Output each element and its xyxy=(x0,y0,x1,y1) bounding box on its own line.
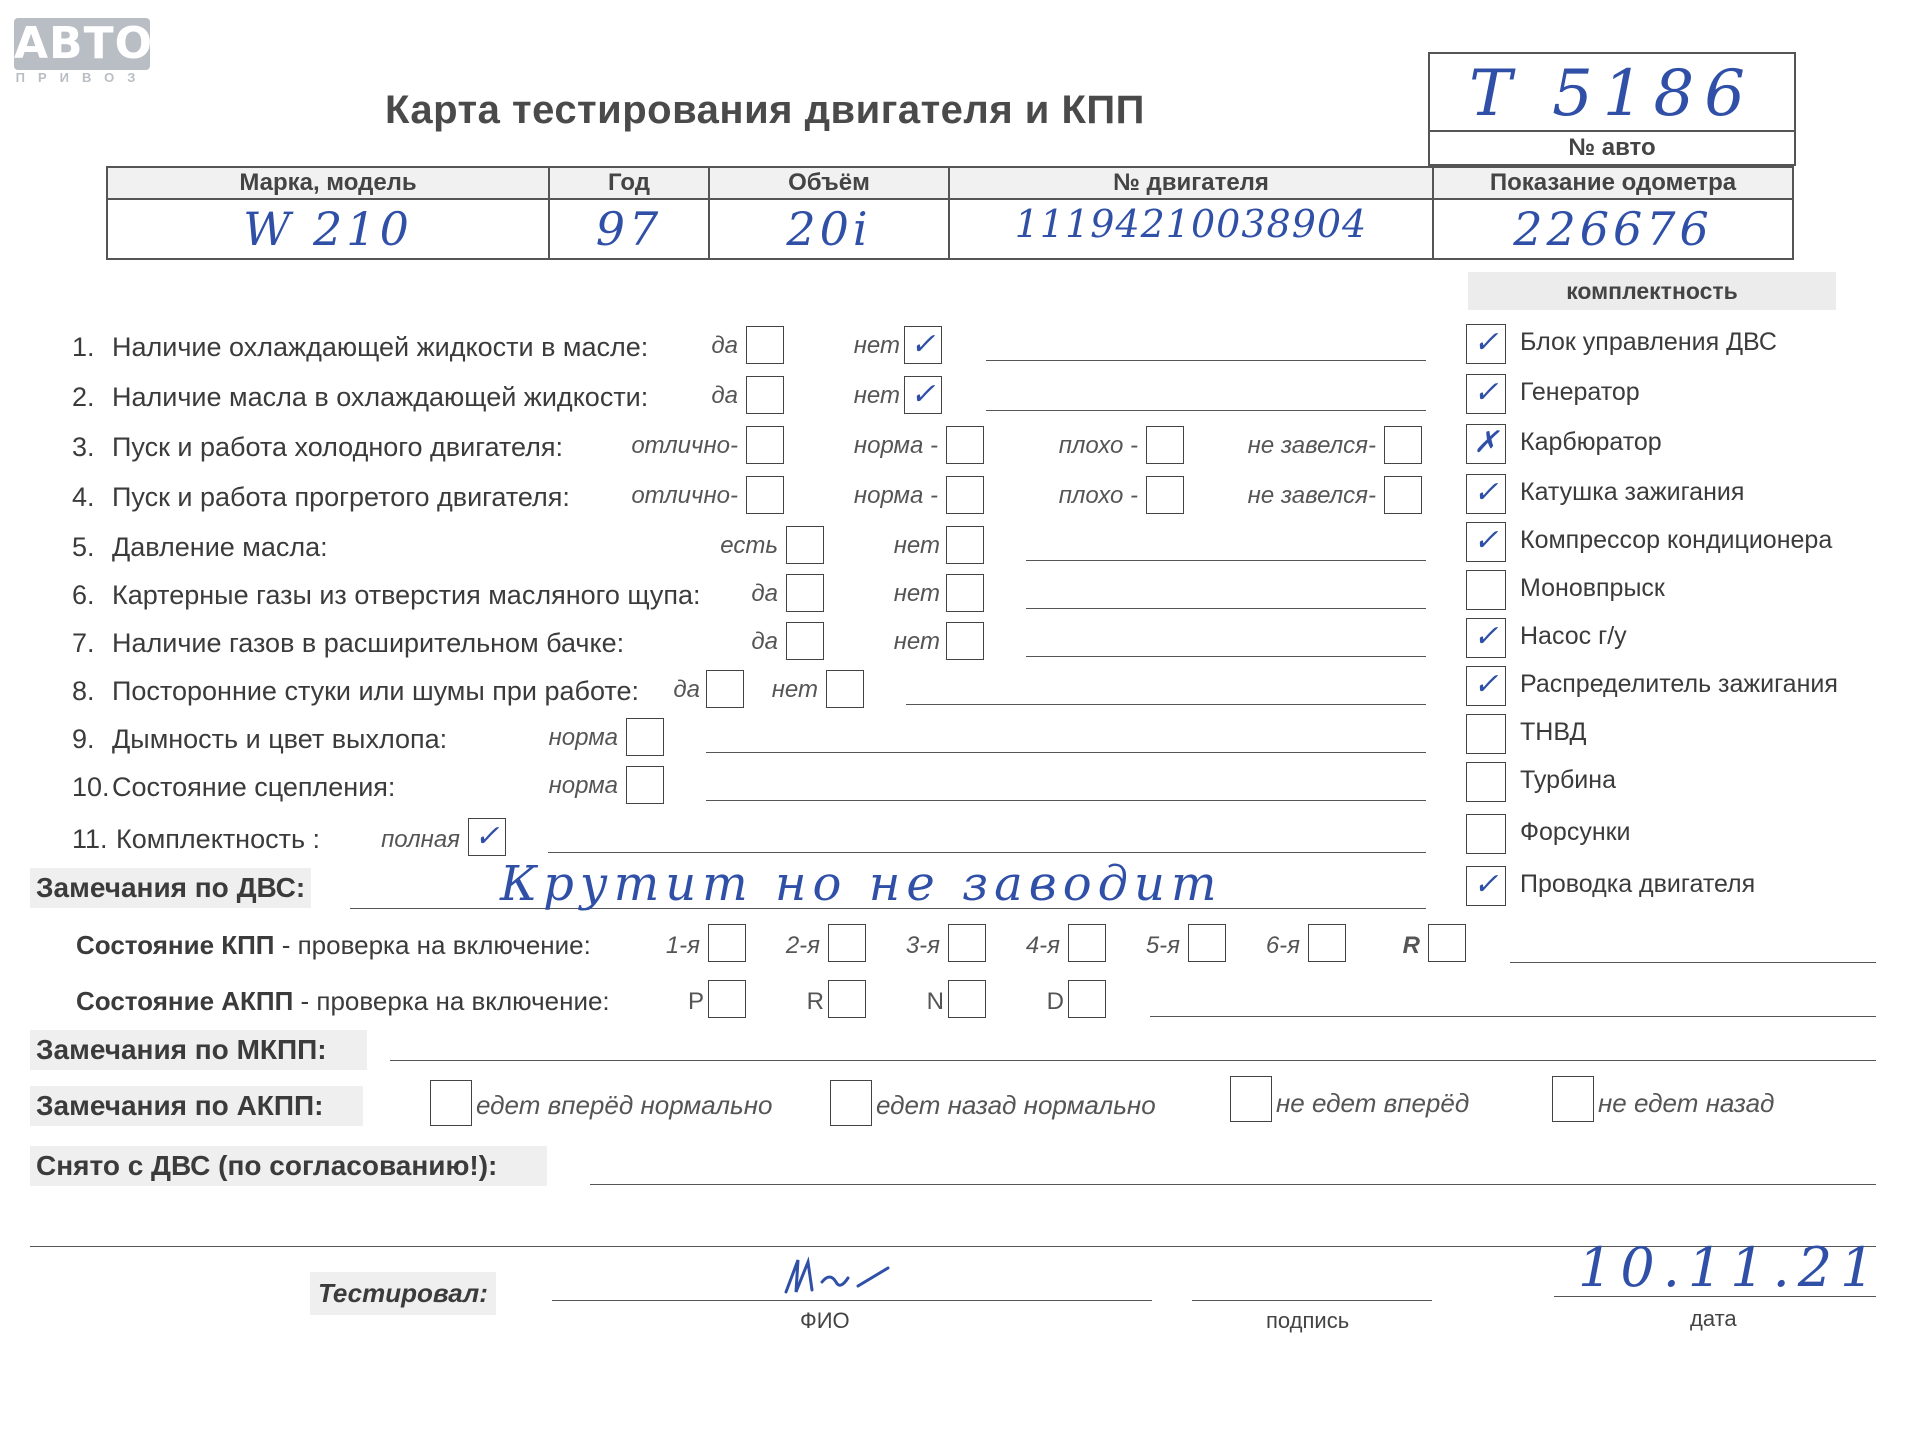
akpp-option-label: едет назад нормально xyxy=(876,1090,1156,1120)
option-label: нет xyxy=(893,532,940,559)
engine-number-column xyxy=(948,168,1432,258)
option-label: плохо - xyxy=(1058,482,1138,509)
comment-line[interactable] xyxy=(548,852,1426,853)
gear-label: R xyxy=(1402,932,1420,959)
completeness-label: Моновпрыск xyxy=(1520,574,1665,602)
manual-gearbox-remarks-label: Замечания по МКПП: xyxy=(30,1030,367,1070)
comment-line[interactable] xyxy=(986,360,1426,361)
question-number: 2. xyxy=(72,382,95,412)
date-caption: дата xyxy=(1690,1306,1737,1331)
page-title: Карта тестирования двигателя и КПП xyxy=(385,88,1145,132)
option-label: не завелся- xyxy=(1247,432,1376,459)
year-label: Год xyxy=(550,168,708,200)
option-label: норма - xyxy=(853,432,938,459)
answer-checkbox[interactable] xyxy=(786,574,824,612)
akpp-option-label: едет вперёд нормально xyxy=(476,1090,773,1120)
auto-number-value: Т 5186 xyxy=(1430,58,1794,132)
gear-checkbox[interactable] xyxy=(948,924,986,962)
gearbox-comment-line[interactable] xyxy=(1510,962,1876,963)
engine-remarks-label: Замечания по ДВС: xyxy=(30,868,311,908)
answer-checkbox[interactable] xyxy=(746,426,784,464)
question-number: 10. xyxy=(72,772,110,802)
mode-label: R xyxy=(806,988,824,1015)
question-number: 5. xyxy=(72,532,95,562)
completeness-label: Распределитель зажигания xyxy=(1520,670,1838,698)
completeness-checkbox[interactable]: ✓ xyxy=(1466,374,1506,414)
comment-line[interactable] xyxy=(1026,608,1426,609)
answer-checkbox[interactable] xyxy=(746,326,784,364)
question-number: 8. xyxy=(72,676,95,706)
logo-subtitle: ПРИВОЗ xyxy=(15,70,149,85)
question-number: 11. xyxy=(72,824,108,854)
mode-checkbox[interactable] xyxy=(948,980,986,1018)
completeness-checkbox[interactable]: ✓ xyxy=(1466,618,1506,658)
year-column xyxy=(548,168,708,258)
vehicle-info-table xyxy=(106,166,1794,260)
gear-checkbox[interactable] xyxy=(828,924,866,962)
option-label: нет xyxy=(771,676,818,703)
signature-line[interactable] xyxy=(1192,1300,1432,1301)
removed-parts-line[interactable] xyxy=(590,1184,1876,1185)
gear-checkbox[interactable] xyxy=(1068,924,1106,962)
gearbox-check-label: Состояние КПП - проверка на включение: xyxy=(76,930,591,960)
answer-checkbox[interactable] xyxy=(946,476,984,514)
akpp-option-label: не едет вперёд xyxy=(1276,1088,1470,1118)
model-label: Марка, модель xyxy=(108,168,548,200)
answer-checkbox[interactable] xyxy=(946,426,984,464)
gear-label: 6-я xyxy=(1265,932,1300,959)
answer-checkbox[interactable] xyxy=(946,622,984,660)
akpp-option-checkbox[interactable] xyxy=(1552,1076,1594,1122)
completeness-label: Форсунки xyxy=(1520,818,1631,846)
manual-gearbox-remarks-line[interactable] xyxy=(390,1060,1876,1061)
completeness-checkbox[interactable]: ✓ xyxy=(1466,522,1506,562)
auto-gearbox-remarks-label: Замечания по АКПП: xyxy=(30,1086,363,1126)
question-number: 3. xyxy=(72,432,95,462)
mode-label: P xyxy=(687,988,704,1015)
auto-number-box xyxy=(1428,52,1796,166)
completeness-label: Проводка двигателя xyxy=(1520,870,1756,898)
option-label: нет xyxy=(853,382,900,409)
answer-checkbox[interactable] xyxy=(1146,476,1184,514)
option-label: отлично- xyxy=(631,432,738,459)
option-label: плохо - xyxy=(1058,432,1138,459)
model-value: W 210 xyxy=(243,202,413,256)
question-text: Наличие масла в охлаждающей жидкости: xyxy=(112,382,649,412)
comment-line[interactable] xyxy=(986,410,1426,411)
year-value: 97 xyxy=(595,202,663,256)
option-label: отлично- xyxy=(631,482,738,509)
volume-column xyxy=(708,168,948,258)
tester-signature-mark xyxy=(778,1252,928,1302)
answer-checkbox[interactable]: ✓ xyxy=(904,326,942,364)
option-label: есть xyxy=(720,532,778,559)
answer-checkbox[interactable] xyxy=(946,526,984,564)
removed-parts-label: Снято с ДВС (по согласованию!): xyxy=(30,1146,547,1186)
question-text: Пуск и работа холодного двигателя: xyxy=(112,432,563,462)
completeness-checkbox[interactable]: ✗ xyxy=(1466,424,1506,464)
question-text: Наличие охлаждающей жидкости в масле: xyxy=(112,332,649,362)
date-value: 10.11.21 xyxy=(1578,1236,1883,1299)
completeness-checkbox[interactable]: ✓ xyxy=(1466,324,1506,364)
answer-checkbox[interactable] xyxy=(826,670,864,708)
question-text: Пуск и работа прогретого двигателя: xyxy=(112,482,570,512)
option-label: да xyxy=(751,628,778,655)
answer-checkbox[interactable] xyxy=(786,622,824,660)
odometer-column xyxy=(1432,168,1792,258)
gear-checkbox[interactable] xyxy=(1308,924,1346,962)
gear-label: 5-я xyxy=(1145,932,1180,959)
gear-label: 4-я xyxy=(1025,932,1060,959)
answer-checkbox[interactable] xyxy=(706,670,744,708)
question-text: Давление масла: xyxy=(112,532,328,562)
answer-checkbox[interactable] xyxy=(1384,476,1422,514)
akpp-option-checkbox[interactable] xyxy=(430,1080,472,1126)
answer-checkbox[interactable] xyxy=(626,766,664,804)
option-label: нет xyxy=(893,580,940,607)
option-label: да xyxy=(711,382,738,409)
mode-checkbox[interactable] xyxy=(1068,980,1106,1018)
completeness-checkbox[interactable] xyxy=(1466,762,1506,802)
option-label: да xyxy=(673,676,700,703)
question-number: 9. xyxy=(72,724,95,754)
mode-checkbox[interactable] xyxy=(708,980,746,1018)
comment-line[interactable] xyxy=(706,800,1426,801)
completeness-checkbox[interactable] xyxy=(1466,814,1506,854)
answer-checkbox[interactable]: ✓ xyxy=(468,818,506,856)
gear-checkbox[interactable] xyxy=(708,924,746,962)
gear-checkbox[interactable] xyxy=(1188,924,1226,962)
option-label: полная xyxy=(381,826,460,853)
option-label: не завелся- xyxy=(1247,482,1376,509)
completeness-label: Генератор xyxy=(1520,378,1640,406)
completeness-checkbox[interactable] xyxy=(1466,714,1506,754)
gear-label: 3-я xyxy=(905,932,940,959)
question-text: Наличие газов в расширительном бачке: xyxy=(112,628,625,658)
akpp-option-checkbox[interactable] xyxy=(1230,1076,1272,1122)
comment-line[interactable] xyxy=(1026,656,1426,657)
option-label: нет xyxy=(893,628,940,655)
gear-label: 1-я xyxy=(665,932,700,959)
auto-gearbox-comment-line[interactable] xyxy=(1150,1016,1876,1017)
completeness-label: Катушка зажигания xyxy=(1520,478,1745,506)
akpp-option-label: не едет назад xyxy=(1598,1088,1775,1118)
fio-caption: ФИО xyxy=(800,1308,850,1333)
mode-checkbox[interactable] xyxy=(828,980,866,1018)
answer-checkbox[interactable] xyxy=(746,376,784,414)
answer-checkbox[interactable] xyxy=(1384,426,1422,464)
completeness-checkbox[interactable]: ✓ xyxy=(1466,474,1506,514)
option-label: норма - xyxy=(853,482,938,509)
question-number: 6. xyxy=(72,580,95,610)
option-label: норма xyxy=(548,772,618,799)
answer-checkbox[interactable] xyxy=(746,476,784,514)
volume-value: 20i xyxy=(786,202,872,256)
answer-checkbox[interactable]: ✓ xyxy=(904,376,942,414)
option-label: нет xyxy=(853,332,900,359)
odometer-value: 226676 xyxy=(1513,202,1713,256)
option-label: да xyxy=(751,580,778,607)
option-label: да xyxy=(711,332,738,359)
model-column xyxy=(108,168,548,258)
question-text: Состояние сцепления: xyxy=(112,772,396,802)
akpp-option-checkbox[interactable] xyxy=(830,1080,872,1126)
completeness-label: Карбюратор xyxy=(1520,428,1662,456)
gear-checkbox[interactable] xyxy=(1428,924,1466,962)
completeness-checkbox[interactable]: ✓ xyxy=(1466,866,1506,906)
gear-label: 2-я xyxy=(785,932,820,959)
completeness-label: ТНВД xyxy=(1520,718,1587,746)
question-text: Комплектность : xyxy=(116,824,321,854)
answer-checkbox[interactable] xyxy=(1146,426,1184,464)
engine-number-value: 11194210038904 xyxy=(1014,202,1368,246)
question-number: 7. xyxy=(72,628,95,658)
signature-caption: подпись xyxy=(1266,1308,1350,1333)
avtoprivoz-logo: АВТО xyxy=(14,18,154,69)
mode-label: D xyxy=(1046,988,1064,1015)
comment-line[interactable] xyxy=(706,752,1426,753)
engine-number-label: № двигателя xyxy=(950,168,1432,200)
comment-line[interactable] xyxy=(1026,560,1426,561)
option-label: норма xyxy=(548,724,618,751)
question-text: Дымность и цвет выхлопа: xyxy=(112,724,448,754)
completeness-label: Турбина xyxy=(1520,766,1616,794)
answer-checkbox[interactable] xyxy=(786,526,824,564)
mode-label: N xyxy=(926,988,944,1015)
question-number: 1. xyxy=(72,332,95,362)
engine-remarks-note: Крутит но не заводит xyxy=(500,856,1223,912)
comment-line[interactable] xyxy=(906,704,1426,705)
answer-checkbox[interactable] xyxy=(626,718,664,756)
question-number: 4. xyxy=(72,482,95,512)
completeness-label: Насос г/у xyxy=(1520,622,1627,650)
odometer-label: Показание одометра xyxy=(1434,168,1792,200)
question-text: Картерные газы из отверстия масляного щупа: xyxy=(112,580,701,610)
volume-label: Объём xyxy=(710,168,948,200)
completeness-label: Компрессор кондиционера xyxy=(1520,526,1833,554)
completeness-checkbox[interactable]: ✓ xyxy=(1466,666,1506,706)
answer-checkbox[interactable] xyxy=(946,574,984,612)
completeness-title: комплектность xyxy=(1468,272,1836,310)
auto-number-label: № авто xyxy=(1568,134,1656,161)
tested-by-label: Тестировал: xyxy=(310,1272,496,1315)
question-text: Посторонние стуки или шумы при работе: xyxy=(112,676,639,706)
completeness-label: Блок управления ДВС xyxy=(1520,328,1777,356)
completeness-checkbox[interactable] xyxy=(1466,570,1506,610)
auto-gearbox-check-label: Состояние АКПП - проверка на включение: xyxy=(76,986,610,1016)
